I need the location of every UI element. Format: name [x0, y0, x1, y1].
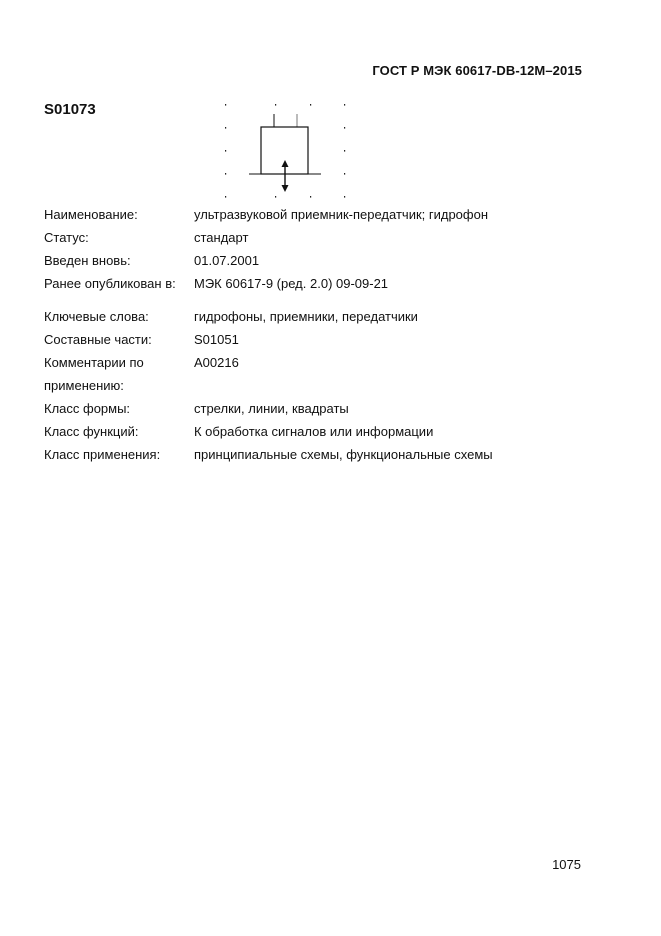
property-label: Класс функций: [44, 424, 139, 439]
property-label: Комментарии по [44, 355, 144, 370]
property-label: Статус: [44, 230, 89, 245]
property-row-keywords [44, 305, 634, 328]
property-value [194, 374, 634, 397]
symbol-arrow-down [282, 185, 289, 192]
document-header: ГОСТ Р МЭК 60617-DB-12M–2015 [372, 63, 582, 78]
property-row-application-class [44, 443, 634, 466]
property-value: МЭК 60617-9 (ред. 2.0) 09-09-21 [194, 276, 389, 291]
property-label: Ключевые слова: [44, 309, 149, 324]
page-number: 1075 [552, 857, 581, 872]
property-value: стандарт [194, 230, 249, 245]
property-value: К обработка сигналов или информации [194, 424, 434, 439]
property-row-shape-class [44, 397, 634, 420]
property-value: S01051 [194, 332, 239, 347]
property-row-components [44, 328, 634, 351]
property-label: применению: [44, 378, 124, 393]
property-value: гидрофоны, приемники, передатчики [194, 309, 418, 324]
property-value: стрелки, линии, квадраты [194, 401, 349, 416]
property-label: Класс применения: [44, 447, 161, 462]
property-row-published [44, 272, 634, 295]
property-row-comments [44, 351, 634, 374]
section-gap [44, 295, 634, 305]
property-row-introduced [44, 249, 634, 272]
symbol-properties [44, 203, 634, 466]
property-row-status [44, 226, 634, 249]
property-label: Введен вновь: [44, 253, 131, 268]
symbol-arrow-up [282, 160, 289, 167]
property-row-function-class [44, 420, 634, 443]
property-label: Класс формы: [44, 401, 131, 416]
ultrasonic-transceiver-symbol-icon [215, 96, 365, 208]
property-label: Ранее опубликован в: [44, 276, 176, 291]
property-row-comments-cont [44, 374, 634, 397]
property-value: принципиальные схемы, функциональные схемы [194, 447, 493, 462]
property-label: Составные части: [44, 332, 152, 347]
property-value: 01.07.2001 [194, 253, 260, 268]
property-row-name [44, 203, 634, 226]
symbol-code: S01073 [44, 101, 96, 118]
property-value: ультразвуковой приемник-передатчик; гидрофон [194, 207, 489, 222]
property-label: Наименование: [44, 207, 138, 222]
property-value: A00216 [194, 355, 239, 370]
